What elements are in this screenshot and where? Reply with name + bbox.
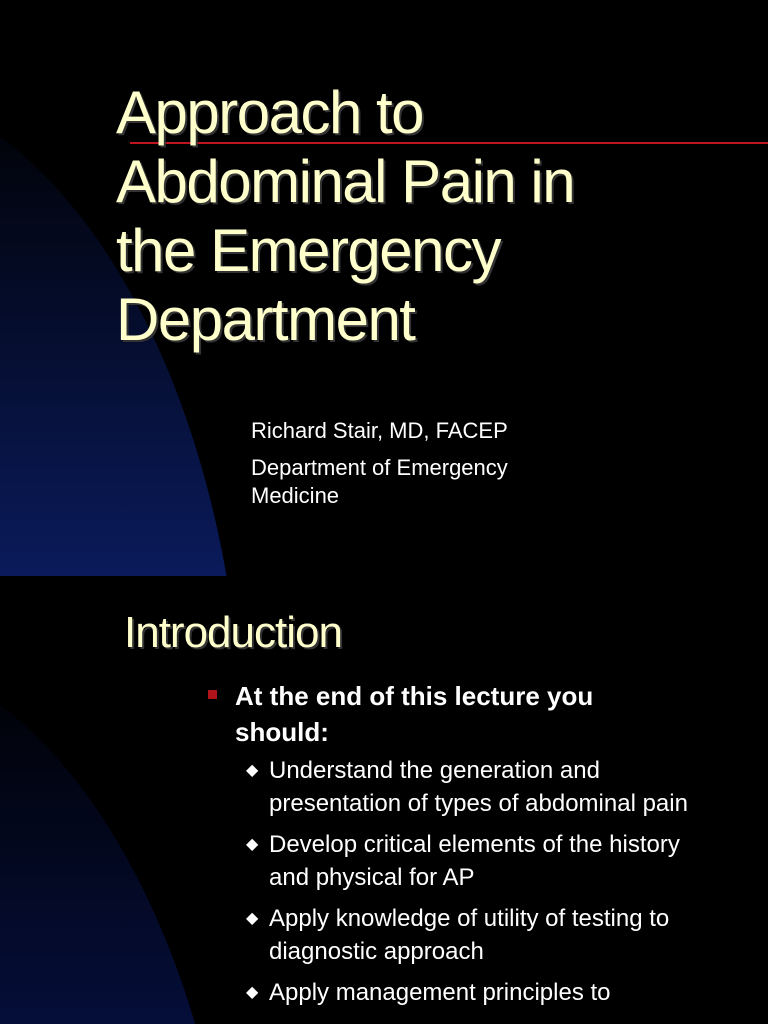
diamond-bullet-icon: ◆ bbox=[246, 836, 259, 853]
sub-bullet-list bbox=[246, 754, 716, 1017]
title-line: the Emergency bbox=[116, 217, 501, 284]
author-block bbox=[251, 417, 508, 510]
main-bullet bbox=[208, 678, 678, 750]
sub-bullet-text: Apply knowledge of utility of testing to diagnostic approach bbox=[269, 905, 670, 965]
author-name: Richard Stair, MD, FACEP bbox=[251, 418, 508, 443]
sub-bullet-text: Understand the generation and presentation of types of abdominal pain bbox=[269, 757, 688, 817]
sub-bullet bbox=[246, 754, 716, 820]
slide-title bbox=[116, 78, 676, 354]
diamond-bullet-icon: ◆ bbox=[246, 984, 259, 1001]
introduction-slide bbox=[0, 576, 768, 1024]
sub-bullet-text: Apply management principles to bbox=[269, 979, 611, 1006]
main-bullet-text: At the end of this lecture you should: bbox=[235, 681, 594, 747]
sub-bullet bbox=[246, 902, 716, 968]
diamond-bullet-icon: ◆ bbox=[246, 910, 259, 927]
title-line: Abdominal Pain in bbox=[116, 148, 575, 215]
department-line: Department of Emergency bbox=[251, 455, 508, 480]
sub-bullet-text: Develop critical elements of the history and physical for AP bbox=[269, 831, 680, 891]
department-line: Medicine bbox=[251, 483, 340, 508]
slide-title: Introduction bbox=[124, 608, 342, 657]
sub-bullet bbox=[246, 976, 716, 1009]
title-line: Department bbox=[116, 286, 415, 353]
diamond-bullet-icon: ◆ bbox=[246, 762, 259, 779]
square-bullet-icon bbox=[208, 690, 217, 699]
sub-bullet bbox=[246, 828, 716, 894]
title-line: Approach to bbox=[116, 79, 424, 146]
